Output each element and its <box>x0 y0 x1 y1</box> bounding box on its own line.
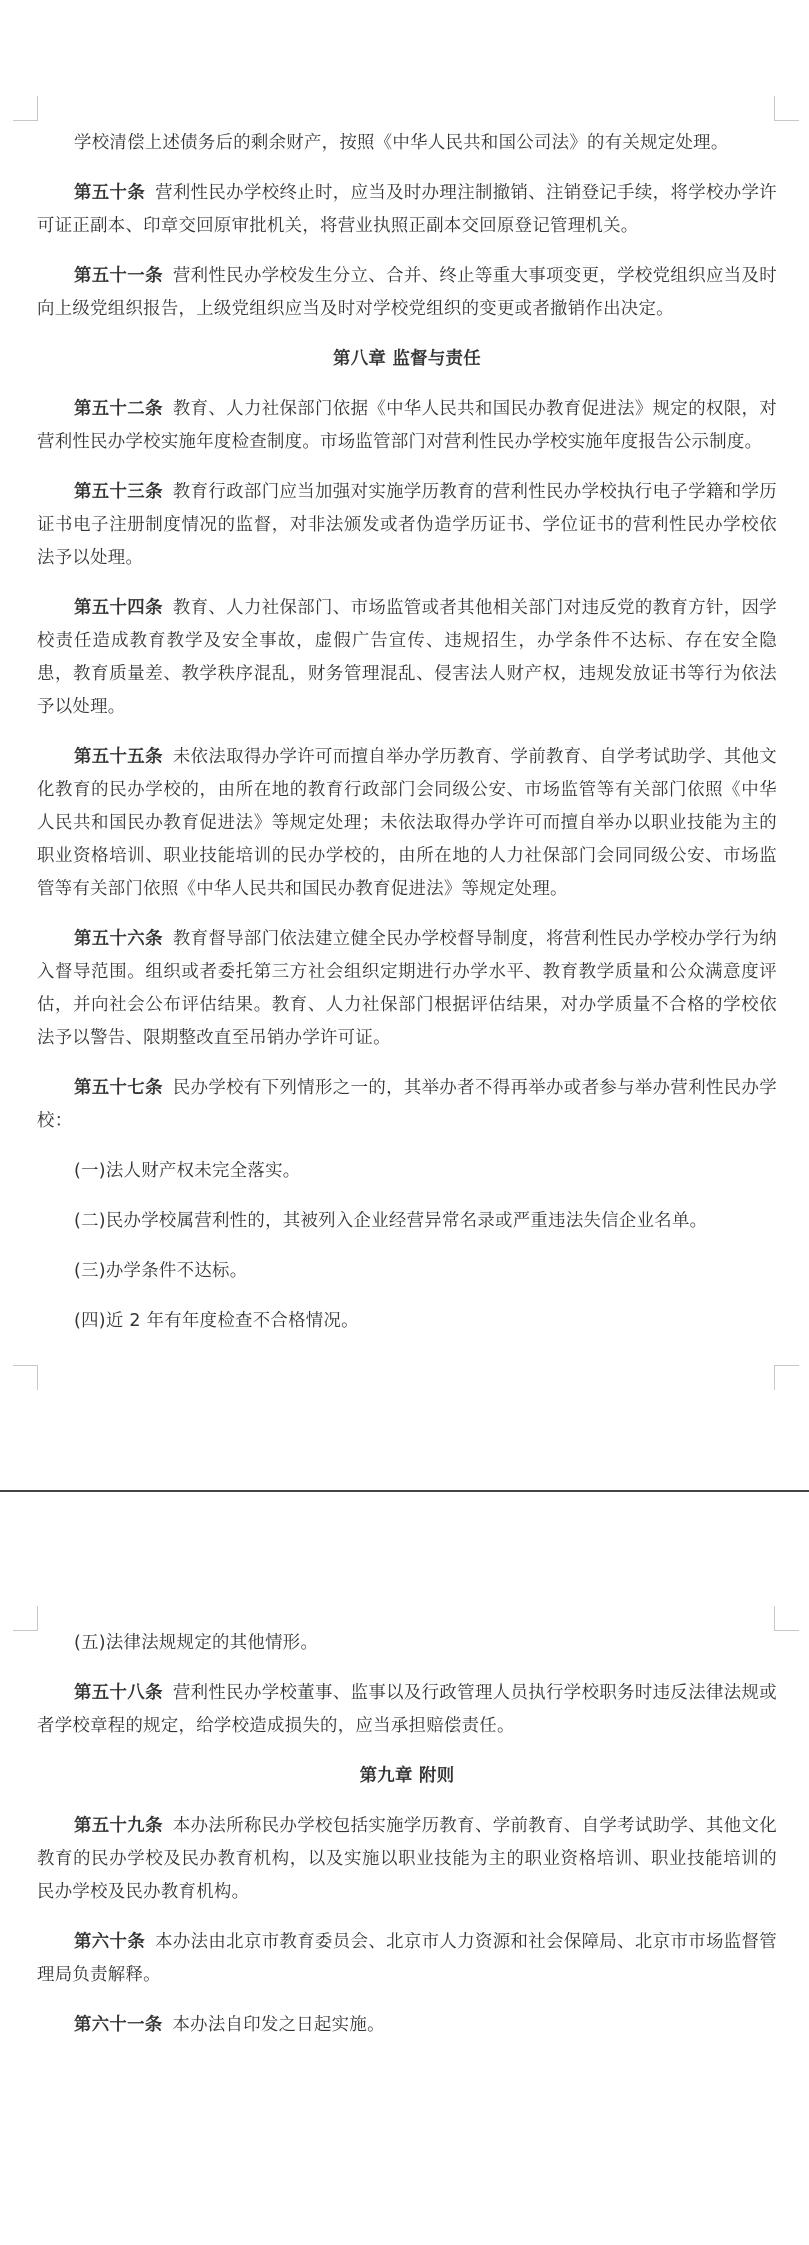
article-number: 第五十一条 <box>74 266 163 286</box>
article-text: 营利性民办学校发生分立、合并、终止等重大事项变更，学校党组织应当及时向上级党组织报告，上级党组织应当及时对学校党组织的变更或者撤销作出决定。 <box>37 266 777 319</box>
article-56 <box>37 923 777 1055</box>
chapter-8-heading: 第八章 监督与责任 <box>333 349 481 369</box>
paragraph-continuation: 学校清偿上述债务后的剩余财产，按照《中华人民共和国公司法》的有关规定处理。 <box>74 133 729 153</box>
article-57 <box>37 1072 777 1138</box>
article-text: 本办法由北京市教育委员会、北京市人力资源和社会保障局、北京市市场监督管理局负责解释。 <box>37 1932 777 1985</box>
chapter-9-heading: 第九章 附则 <box>359 1766 455 1786</box>
list-item-2: (二)民办学校属营利性的，其被列入企业经营异常名录或严重违法失信企业名单。 <box>74 1211 708 1231</box>
article-number: 第五十七条 <box>74 1078 163 1098</box>
article-61 <box>37 2009 777 2042</box>
article-number: 第五十条 <box>74 183 146 203</box>
crop-mark-top-left <box>13 1606 38 1631</box>
document-page-2 <box>0 1494 809 2245</box>
article-number: 第六十条 <box>74 1932 146 1952</box>
list-item-1: (一)法人财产权未完全落实。 <box>74 1161 301 1181</box>
crop-mark-top-right <box>774 96 799 121</box>
article-53 <box>37 476 777 575</box>
list-item-5: (五)法律法规规定的其他情形。 <box>74 1633 319 1653</box>
crop-mark-top-left <box>13 96 38 121</box>
article-text: 民办学校有下列情形之一的，其举办者不得再举办或者参与举办营利性民办学校： <box>37 1078 777 1131</box>
article-number: 第五十八条 <box>74 1683 163 1703</box>
article-number: 第五十二条 <box>74 399 163 419</box>
article-50 <box>37 177 777 243</box>
article-text: 未依法取得办学许可而擅自举办学历教育、学前教育、自学考试助学、其他文化教育的民办学校的，由所在地的教育行政部门会同级公安、市场监管等有关部门依照《中华人民共和国民办教育促进法》等规定处理；未依法取得办学许可而擅自举办以职业技能为主的职业资格培训、职业技能培训的民办学校的，由所在地的人力社保部门会同同级公安、市场监管等有关部门依照《中华人民共和国民办教育促进法》等规定处理。 <box>37 747 777 899</box>
article-number: 第五十三条 <box>74 482 163 502</box>
crop-mark-bottom-right <box>774 1365 799 1390</box>
article-number: 第五十四条 <box>74 598 163 618</box>
article-text: 教育行政部门应当加强对实施学历教育的营利性民办学校执行电子学籍和学历证书电子注册制度情况的监督，对非法颁发或者伪造学历证书、学位证书的营利性民办学校依法予以处理。 <box>37 482 777 568</box>
page-1-content <box>37 127 777 1355</box>
page-separator <box>0 1490 809 1492</box>
article-number: 第五十六条 <box>74 929 163 949</box>
article-58 <box>37 1677 777 1743</box>
article-number: 第五十五条 <box>74 747 163 767</box>
article-text: 营利性民办学校终止时，应当及时办理注制撤销、注销登记手续，将学校办学许可证正副本、印章交回原审批机关，将营业执照正副本交回原登记管理机关。 <box>37 183 777 236</box>
article-text: 本办法自印发之日起实施。 <box>172 2015 385 2035</box>
article-text: 教育、人力社保部门、市场监管或者其他相关部门对违反党的教育方针，因学校责任造成教育教学及安全事故，虚假广告宣传、违规招生，办学条件不达标、存在安全隐患，教育质量差、教学秩序混乱，财务管理混乱、侵害法人财产权，违规发放证书等行为依法予以处理。 <box>37 598 777 717</box>
crop-mark-bottom-left <box>13 1365 38 1390</box>
list-item-4: (四)近 2 年有年度检查不合格情况。 <box>74 1311 359 1331</box>
crop-mark-top-right <box>774 1606 799 1631</box>
article-text: 教育督导部门依法建立健全民办学校督导制度，将营利性民办学校办学行为纳入督导范围。组织或者委托第三方社会组织定期进行办学水平、教育教学质量和公众满意度评估，并向社会公布评估结果。教育、人力社保部门根据评估结果，对办学质量不合格的学校依法予以警告、限期整改直至吊销办学许可证。 <box>37 929 777 1048</box>
article-60 <box>37 1926 777 1992</box>
article-52 <box>37 393 777 459</box>
article-text: 本办法所称民办学校包括实施学历教育、学前教育、自学考试助学、其他文化教育的民办学校及民办教育机构，以及实施以职业技能为主的职业资格培训、职业技能培训的民办学校及民办教育机构。 <box>37 1816 777 1902</box>
article-text: 营利性民办学校董事、监事以及行政管理人员执行学校职务时违反法律法规或者学校章程的规定，给学校造成损失的，应当承担赔偿责任。 <box>37 1683 777 1736</box>
article-59 <box>37 1810 777 1909</box>
article-number: 第六十一条 <box>74 2015 163 2035</box>
article-51 <box>37 260 777 326</box>
list-item-3: (三)办学条件不达标。 <box>74 1261 248 1281</box>
article-55 <box>37 741 777 906</box>
article-number: 第五十九条 <box>74 1816 163 1836</box>
article-text: 教育、人力社保部门依据《中华人民共和国民办教育促进法》规定的权限，对营利性民办学校实施年度检查制度。市场监管部门对营利性民办学校实施年度报告公示制度。 <box>37 399 777 452</box>
article-54 <box>37 592 777 724</box>
page-2-content <box>37 1627 777 2059</box>
